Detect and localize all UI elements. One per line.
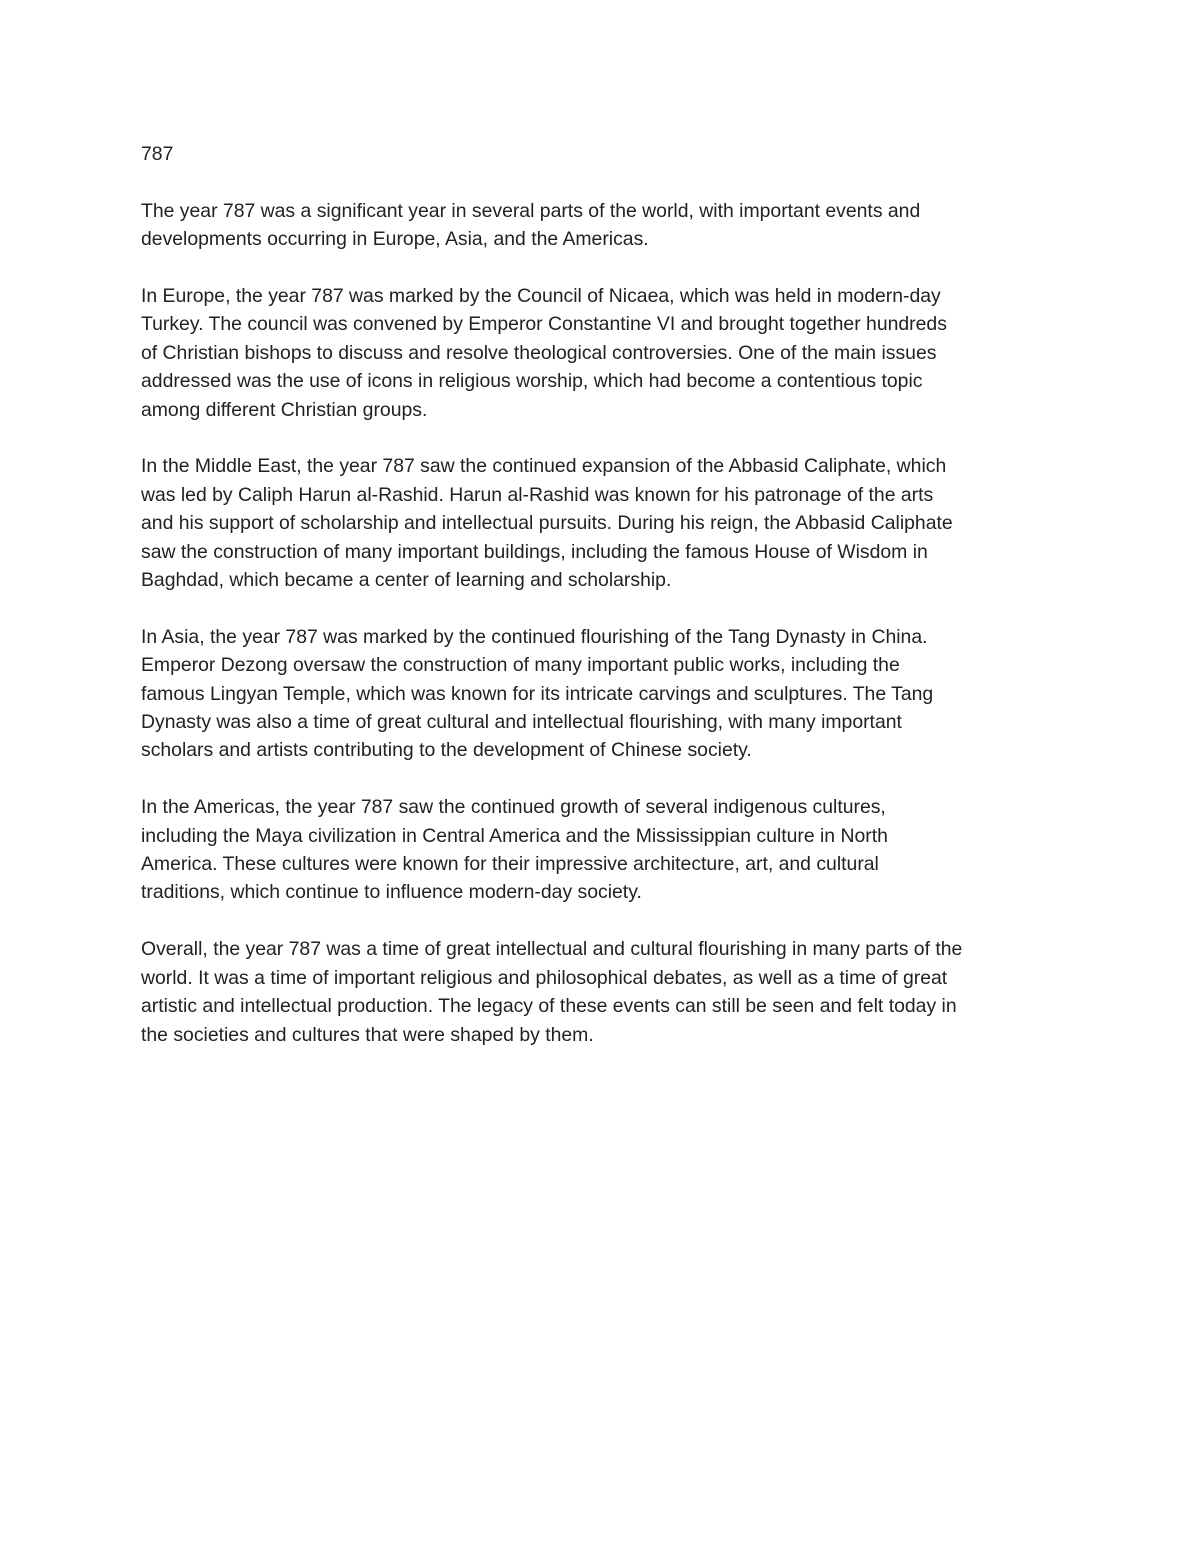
- text-line: In the Middle East, the year 787 saw the continued expansion of the Abbasid Caliphate, which: [141, 455, 947, 478]
- text-line: world. It was a time of important religious and philosophical debates, as well as a time of great: [141, 966, 948, 989]
- paragraph-overall: [141, 935, 1061, 1049]
- document-body: [141, 140, 1061, 1077]
- text-line: was led by Caliph Harun al-Rashid. Harun al-Rashid was known for his patronage of the arts: [141, 483, 934, 506]
- paragraph-americas: [141, 793, 1061, 907]
- text-line: Dynasty was also a time of great cultural and intellectual flourishing, with many important: [141, 711, 902, 734]
- paragraph-intro: [141, 197, 1061, 254]
- text-line: America. These cultures were known for their impressive architecture, art, and cultural: [141, 853, 879, 876]
- text-line: developments occurring in Europe, Asia, and the Americas.: [141, 228, 649, 251]
- text-line: and his support of scholarship and intellectual pursuits. During his reign, the Abbasid Caliphate: [141, 512, 953, 535]
- text-line: including the Maya civilization in Central America and the Mississippian culture in North: [141, 824, 888, 847]
- text-line: In Europe, the year 787 was marked by the Council of Nicaea, which was held in modern-day: [141, 285, 941, 307]
- text-line: Baghdad, which became a center of learning and scholarship.: [141, 569, 672, 592]
- text-line: the societies and cultures that were shaped by them.: [141, 1023, 594, 1046]
- text-line: addressed was the use of icons in religious worship, which had become a contentious topic: [141, 370, 923, 393]
- paragraph-europe: [141, 282, 1061, 424]
- text-line: Emperor Dezong oversaw the construction of many important public works, including the: [141, 654, 900, 677]
- text-line: artistic and intellectual production. The legacy of these events can still be seen and felt today in: [141, 995, 957, 1018]
- text-line: among different Christian groups.: [141, 398, 428, 421]
- text-line: The year 787 was a significant year in several parts of the world, with important events and: [141, 199, 921, 222]
- text-line: In the Americas, the year 787 saw the continued growth of several indigenous cultures,: [141, 796, 886, 819]
- document-title: 787: [141, 143, 174, 165]
- text-line: Overall, the year 787 was a time of great intellectual and cultural flourishing in many parts of the: [141, 938, 963, 961]
- text-line: saw the construction of many important buildings, including the famous House of Wisdom in: [141, 540, 928, 563]
- text-line: Turkey. The council was convened by Emperor Constantine VI and brought together hundreds: [141, 313, 947, 336]
- paragraph-asia: [141, 623, 1061, 765]
- text-line: traditions, which continue to influence modern-day society.: [141, 881, 642, 904]
- paragraph-middle-east: [141, 452, 1061, 594]
- text-line: of Christian bishops to discuss and resolve theological controversies. One of the main issues: [141, 341, 937, 364]
- text-line: famous Lingyan Temple, which was known for its intricate carvings and sculptures. The Tang: [141, 682, 934, 705]
- text-line: In Asia, the year 787 was marked by the continued flourishing of the Tang Dynasty in China.: [141, 625, 928, 648]
- text-line: scholars and artists contributing to the development of Chinese society.: [141, 739, 752, 762]
